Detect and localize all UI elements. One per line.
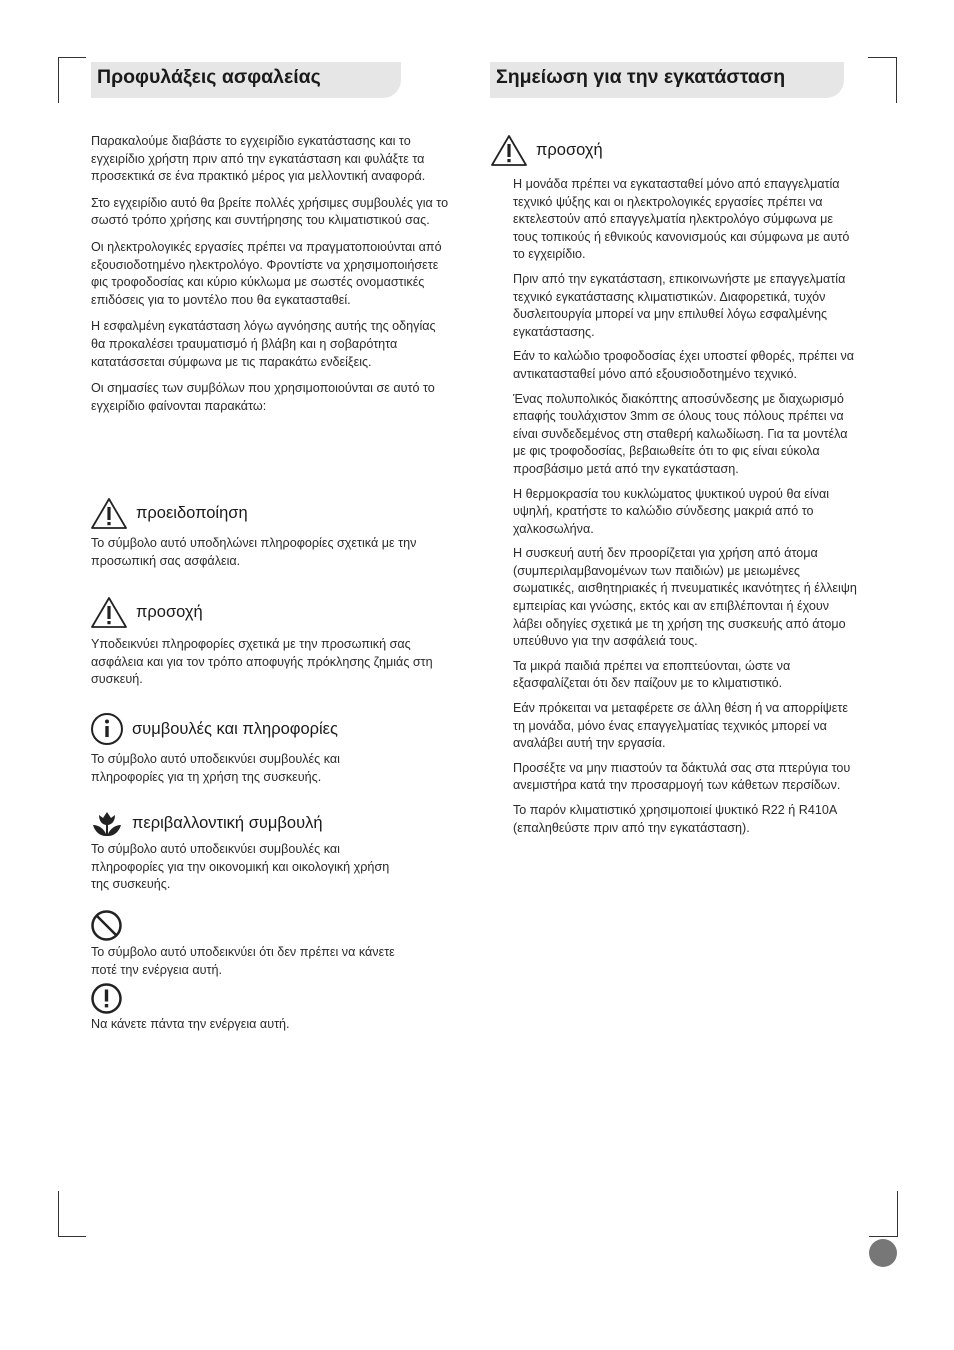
crop-mark [869, 1236, 897, 1237]
right-section-header [490, 62, 844, 98]
info-text: Το σύμβολο αυτό υποδεικνύει συμβουλές και πληροφορίες για τη χρήση της συσκευής. [91, 752, 340, 784]
caution-triangle-icon [90, 596, 128, 629]
mandatory-text-block [91, 1016, 406, 1034]
caution-paragraph: Η θερμοκρασία του κυκλώματος ψυκτικού υγρού θα είναι υψηλή, κρατήστε το καλώδιο σύνδεσης μακριά από το χαλκοσωλήνα. [513, 486, 830, 536]
intro-paragraph: Παρακαλούμε διαβάστε το εγχειρίδιο εγκατάστασης και το εγχειρίδιο χρήστη πριν από την εγκατάσταση και φυλάξτε τα προσεκτικά σε ένα πρακτικό μέρος για μελλοντική αναφορά. [91, 134, 426, 184]
environment-text: Το σύμβολο αυτό υποδεικνύει συμβουλές και πληροφορίες για την οικονομική και οικολογική χρήση της συσκευής. [91, 842, 390, 892]
caution-paragraph: Εάν πρόκειται να μεταφέρετε σε άλλη θέση ή να απορρίψετε τη μονάδα, μόνο ένας επαγγελματίας τεχνικός μπορεί να αναλάβει αυτή την εργασία. [513, 701, 848, 751]
right-caution-title: προσοχή [536, 141, 603, 159]
right-caution-text [513, 176, 858, 837]
flower-icon [90, 806, 124, 840]
left-section-header [91, 62, 401, 98]
right-section-title: Σημείωση για την εγκατάσταση [496, 66, 786, 88]
crop-mark [58, 57, 59, 103]
crop-mark [897, 1191, 898, 1237]
intro-paragraph: Στο εγχειρίδιο αυτό θα βρείτε πολλές χρήσιμες συμβουλές για το σωστό τρόπο χρήσης και συντήρησης του κλιματιστικού σας. [91, 195, 449, 228]
prohibit-text: Το σύμβολο αυτό υποδεικνύει ότι δεν πρέπει να κάνετε ποτέ την ενέργεια αυτή. [91, 945, 395, 977]
crop-mark [868, 57, 896, 58]
crop-mark [58, 57, 86, 58]
info-title: συμβουλές και πληροφορίες [132, 719, 338, 738]
left-section-title: Προφυλάξεις ασφαλείας [97, 66, 321, 88]
info-text-block [91, 751, 401, 786]
info-heading [90, 712, 338, 746]
caution-text-block [91, 636, 441, 689]
caution-title: προσοχή [136, 603, 203, 621]
warning-heading [90, 497, 248, 530]
crop-mark [58, 1236, 86, 1237]
caution-paragraph: Η συσκευή αυτή δεν προορίζεται για χρήση από άτομα (συμπεριλαμβανομένων των παιδιών) με μειωμένες σωματικές, αισθητηριακές ή πνευματικές ικανότητες ή έλλειψη εμπειρίας και γνώσης, εκτός και αν επιβλέπονται ή έχουν λάβει οδηγίες σχετικά με τη χρήση της συσκευής από άτομο υπεύθυνο για την ασφάλειά τους. [513, 546, 857, 649]
crop-mark [896, 57, 897, 103]
caution-triangle-icon [490, 134, 528, 167]
right-caution-heading [490, 134, 603, 167]
caution-text: Υποδεικνύει πληροφορίες σχετικά με την προσωπική σας ασφάλεια και για τον τρόπο αποφυγής πρόκλησης ζημιάς στη συσκευή. [91, 637, 433, 687]
intro-paragraph: Οι ηλεκτρολογικές εργασίες πρέπει να πραγματοποιούνται από εξουσιοδοτημένο ηλεκτρολόγο. Φροντίστε να χρησιμοποιήσετε φις τροφοδοσίας και κύριο κύκλωμα με σωστές ονομαστικές επιδόσεις για το μοντέλο που θα εγκατασταθεί. [91, 239, 442, 307]
prohibit-icon [90, 909, 123, 942]
warning-triangle-icon [90, 497, 128, 530]
page-marker [869, 1239, 897, 1267]
caution-paragraph: Ένας πολυπολικός διακόπτης αποσύνδεσης με διαχωρισμό επαφής τουλάχιστον 3mm σε όλους τους πόλους πρέπει να είναι συνδεδεμένος στη σταθερή καλωδίωση. Για τα μοντέλα με φις τροφοδοσίας, βεβαιωθείτε ότι το φις είναι εύκολα προσβάσιμο μετά από την εγκατάσταση. [513, 391, 848, 476]
mandatory-text: Να κάνετε πάντα την ενέργεια αυτή. [91, 1017, 290, 1031]
crop-mark [58, 1191, 59, 1237]
caution-paragraph: Η μονάδα πρέπει να εγκατασταθεί μόνο από επαγγελματία τεχνικό ψύξης και οι ηλεκτρολογικές εργασίες πρέπει να εκτελεστούν από επαγγελματία ηλεκτρολόγο σύμφωνα με τους τοπικούς ή εθνικούς κανονισμούς και σύμφωνα με αυτό το εγχειρίδιο. [513, 177, 850, 262]
intro-paragraph: Οι σημασίες των συμβόλων που χρησιμοποιούνται σε αυτό το εγχειρίδιο φαίνονται παρακάτω: [91, 381, 435, 413]
caution-paragraph: Το παρόν κλιματιστικό χρησιμοποιεί ψυκτικό R22 ή R410A (επαληθεύστε πριν από την εγκατάσταση). [513, 803, 837, 835]
caution-paragraph: Πριν από την εγκατάσταση, επικοινωνήστε με επαγγελματία τεχνικό εγκατάστασης κλιματιστικών. Διαφορετικά, τυχόν δυσλειτουργία μπορεί να μην επιλυθεί λόγω εσφαλμένης εγκατάστασης. [513, 271, 846, 339]
warning-title: προειδοποίηση [136, 504, 248, 522]
warning-text: Το σύμβολο αυτό υποδηλώνει πληροφορίες σχετικά με την προσωπική σας ασφάλεια. [91, 536, 417, 568]
left-intro [91, 133, 451, 415]
caution-paragraph: Προσέξτε να μην πιαστούν τα δάκτυλά σας στα πτερύγια του ανεμιστήρα κατά την προσαρμογή των κάθετων περσίδων. [513, 760, 851, 793]
intro-paragraph: Η εσφαλμένη εγκατάσταση λόγω αγνόησης αυτής της οδηγίας θα προκαλέσει τραυματισμό ή βλάβη και η σοβαρότητα κατατάσσεται σύμφωνα με τις παρακάτω ενδείξεις. [91, 319, 436, 369]
caution-paragraph: Εάν το καλώδιο τροφοδοσίας έχει υποστεί φθορές, πρέπει να αντικατασταθεί μόνο από εξουσιοδοτημένο τεχνικό. [513, 349, 855, 381]
environment-title: περιβαλλοντική συμβουλή [132, 813, 323, 832]
caution-paragraph: Τα μικρά παιδιά πρέπει να εποπτεύονται, ώστε να εξασφαλίζεται ότι δεν παίζουν με το κλιματιστικό. [513, 658, 791, 691]
info-icon [90, 712, 124, 746]
warning-text-block [91, 535, 436, 570]
exclamation-icon [90, 982, 123, 1015]
environment-heading [90, 806, 323, 840]
environment-text-block [91, 841, 401, 894]
caution-heading [90, 596, 203, 629]
prohibit-text-block [91, 944, 406, 979]
